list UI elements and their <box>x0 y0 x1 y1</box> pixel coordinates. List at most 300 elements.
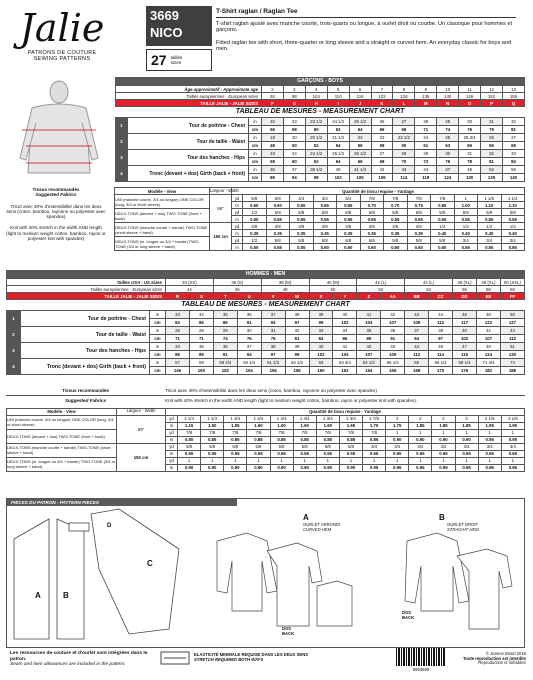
table-cell: 0.55 <box>270 450 293 457</box>
table-cell: 1/2 <box>501 223 525 230</box>
table-cell: DEUX-TONS (manche courte + bande) TWO-TONE (short sleeve + band) <box>7 443 117 457</box>
table-cell: 36 <box>237 311 261 319</box>
table-cell: 0.90 <box>178 464 201 471</box>
table-cell: 109 <box>405 319 429 327</box>
us-cell: 34 (XS) <box>166 279 214 286</box>
table-cell: 44 <box>500 327 524 335</box>
table-cell: 117 <box>453 319 477 327</box>
table-cell: 1.50 <box>201 422 224 429</box>
table-cell: 86 <box>189 319 213 327</box>
table-cell: 188 <box>500 367 524 375</box>
table-cell: 5/8 <box>360 209 384 216</box>
table-cell: 5/8 <box>360 237 384 244</box>
unit-cell: m <box>232 202 243 209</box>
table-cell: 31 <box>459 150 481 158</box>
table-cell: 0.95 <box>409 464 432 471</box>
euro-cell: 60 <box>500 286 524 293</box>
table-cell: UNI (manche courte, 3/4 ou longue) ONE COLOR (long, 3/4 or short sleeve) <box>7 415 117 429</box>
table-cell: 20 1/2 <box>305 134 327 142</box>
table-cell: 1.60 <box>316 422 339 429</box>
table-cell: 0.55 <box>247 450 270 457</box>
table-cell: 5/8 <box>178 443 201 450</box>
table-cell: 1.95 <box>478 422 501 429</box>
us-cell: 36 (S) <box>213 279 261 286</box>
table-cell: 3/4 <box>313 195 337 202</box>
table-cell: 31 <box>481 118 503 126</box>
table-cell: 0.85 <box>224 436 247 443</box>
table-cell: 0.35 <box>407 230 431 237</box>
table-cell: 42 <box>476 327 500 335</box>
age-cell: 8 <box>393 86 415 93</box>
sizes-fr: tailles <box>170 54 183 60</box>
euro-cell: 56 <box>453 286 477 293</box>
table-cell: 59" <box>210 195 232 223</box>
table-cell: 0.95 <box>455 464 478 471</box>
table-cell: Largeur - Width <box>117 408 166 415</box>
table-cell: 5/8 <box>313 237 337 244</box>
euro-cell: 155 <box>502 93 524 100</box>
table-cell: 0.70 <box>360 202 384 209</box>
table-cell: 3/4 <box>409 443 432 450</box>
table-cell: 1 <box>339 457 362 464</box>
unit-cell: yd <box>166 429 178 436</box>
table-cell: 56 <box>262 126 284 134</box>
table-cell: 27 <box>502 134 524 142</box>
table-cell: 3/8 <box>290 223 314 230</box>
table-cell: 1 3/4 <box>224 415 247 422</box>
table-cell: 5/8 <box>501 209 525 216</box>
unit-cell: yd <box>232 223 243 230</box>
table-cell: R <box>166 293 190 300</box>
men-fabric-title-en: Suggested Fabrics <box>64 398 107 404</box>
table-cell: 24 1/2 <box>327 118 349 126</box>
table-cell: 3/4 <box>501 237 525 244</box>
table-cell: 3/8 <box>266 223 290 230</box>
table-cell: 76 <box>237 335 261 343</box>
table-cell: 7/8 <box>407 195 431 202</box>
table-cell: 2 1/8 <box>478 415 501 422</box>
sizes-count: 27 <box>151 52 167 68</box>
table-cell: 7/8 <box>363 429 386 436</box>
footer-note-fr: Les ressources de couture et d'ourlet sont intégrées dans le patron. <box>10 651 148 662</box>
table-cell: 156 <box>261 367 285 375</box>
euro-cell: 104 <box>305 93 327 100</box>
table-cell: 84 <box>502 158 524 166</box>
stretch-guide <box>160 651 380 665</box>
table-cell: 3/4 <box>432 443 455 450</box>
table-cell: 1 <box>478 457 501 464</box>
table-cell: 44 <box>405 343 429 351</box>
boys-euro-label: Tailles européennes - European sizes <box>116 93 262 100</box>
table-cell: 38 <box>261 343 285 351</box>
model-silhouette <box>12 78 107 188</box>
table-cell: 27 <box>393 118 415 126</box>
table-cell: 0.65 <box>290 202 314 209</box>
table-cell: 76 <box>459 126 481 134</box>
table-cell: Z <box>357 293 381 300</box>
stretch-label-en: STRETCH REQUIRED BOTH WAYS <box>194 657 264 662</box>
table-cell: 124 <box>437 174 459 182</box>
piece-b-label: B <box>63 591 69 600</box>
table-cell: 66 <box>349 158 371 166</box>
table-cell: 0.90 <box>293 464 316 471</box>
euro-cell: 152 <box>481 93 503 100</box>
table-cell: 62 <box>327 126 349 134</box>
unit-cell: in <box>249 150 262 158</box>
table-cell: 91 <box>237 319 261 327</box>
table-cell: 1.95 <box>501 422 524 429</box>
men-fabric-title-fr: Tissus recommandés <box>62 388 109 393</box>
table-cell: 3/8 <box>313 223 337 230</box>
table-cell: 5/8 <box>290 209 314 216</box>
pattern-number: 3669 <box>150 8 179 23</box>
table-cell: 158 <box>285 367 309 375</box>
euro-cell: 128 <box>393 93 415 100</box>
table-cell: 2 <box>116 134 128 150</box>
table-cell: 0.60 <box>243 202 267 209</box>
table-cell: 58 <box>262 158 284 166</box>
pattern-code: NICO <box>150 25 183 40</box>
table-cell: 35 <box>357 327 381 335</box>
men-yardage-table <box>6 408 525 472</box>
table-cell: DEUX-TONS (m. longue ou 3/4 + bande) TWO-TONE (3/4 or long sleeve + band) <box>115 237 210 251</box>
copyright: © Jeanne Brisel 2016 <box>485 651 526 656</box>
unit-cell: cm <box>150 351 166 359</box>
euro-cell: 135 <box>415 93 437 100</box>
table-cell: 42 <box>381 311 405 319</box>
table-cell: 1 <box>386 429 409 436</box>
table-cell: 5/8 <box>270 443 293 450</box>
table-cell: 0.55 <box>316 450 339 457</box>
men-size-label: TAILLE JALIE - JALIE SIZES <box>7 293 166 300</box>
table-cell: 46 <box>453 311 477 319</box>
table-cell: 7/8 <box>384 195 408 202</box>
table-cell: 68 <box>371 158 393 166</box>
table-cell: 0.55 <box>339 450 362 457</box>
table-cell: V <box>261 293 285 300</box>
table-cell: 43 <box>405 311 429 319</box>
euro-cell: 122 <box>371 93 393 100</box>
table-cell: Tour de poitrine - Chest <box>128 118 249 134</box>
table-cell: 43 <box>381 343 405 351</box>
table-cell: 1 1/4 <box>201 415 224 422</box>
table-cell: 1 <box>270 457 293 464</box>
table-cell: 0.85 <box>293 436 316 443</box>
table-cell: 0.60 <box>384 244 408 251</box>
table-cell: 58 <box>283 126 305 134</box>
table-cell: 1 <box>224 457 247 464</box>
table-cell: 2 1/8 <box>501 415 524 422</box>
unit-cell: m <box>166 464 178 471</box>
table-cell: 1/2 <box>478 223 502 230</box>
table-cell: 112 <box>429 319 453 327</box>
table-cell: 38 <box>429 327 453 335</box>
table-cell: 5/8 <box>243 195 267 202</box>
table-cell: 0.95 <box>386 464 409 471</box>
table-cell: 2 <box>409 415 432 422</box>
table-cell: 29 <box>437 118 459 126</box>
copyright-en: Reproduction is forbidden <box>478 660 526 666</box>
table-cell: 94 <box>237 351 261 359</box>
table-cell: 0.70 <box>384 202 408 209</box>
table-cell: 5/8 <box>407 237 431 244</box>
table-cell: 40 <box>453 327 477 335</box>
view-b-label: B <box>439 513 445 522</box>
table-cell: 182 <box>476 367 500 375</box>
table-cell: 60 1/4 <box>237 359 261 367</box>
table-cell: 5/8 <box>266 209 290 216</box>
barcode <box>396 648 446 666</box>
boys-size-label: TAILLE JALIE - JALIE SIZES <box>116 100 262 107</box>
us-cell: 46 (XL) <box>453 279 477 286</box>
euro-cell: 52 <box>357 286 405 293</box>
table-cell: 3/4 <box>386 443 409 450</box>
table-cell: 0.90 <box>455 436 478 443</box>
unit-cell: m <box>166 422 178 429</box>
brand-tagline-en: SEWING PATTERNS <box>33 56 91 63</box>
table-cell: Modèle - View <box>115 188 210 195</box>
table-cell: 112 <box>500 335 524 343</box>
table-cell: 0.95 <box>478 436 501 443</box>
back-label-en: BACK <box>282 630 295 636</box>
table-cell: 63 <box>437 142 459 150</box>
table-cell: 35 <box>262 166 284 174</box>
table-cell: 0.85 <box>201 436 224 443</box>
table-cell: 37 <box>237 343 261 351</box>
table-cell: Tour de taille - Waist <box>21 327 150 343</box>
table-cell: 81 <box>285 335 309 343</box>
table-cell: 71 <box>166 335 190 343</box>
table-cell: 50 <box>283 142 305 150</box>
table-cell: Tour de poitrine - Chest <box>21 311 150 327</box>
table-cell: 1/2 <box>243 237 267 244</box>
table-cell: 145 <box>166 367 190 375</box>
table-cell: 0.55 <box>360 216 384 223</box>
table-cell: 42 <box>357 343 381 351</box>
table-cell: 7/8 <box>360 195 384 202</box>
table-cell: 7/8 <box>293 429 316 436</box>
table-cell: CC <box>429 293 453 300</box>
table-cell: 135 <box>481 174 503 182</box>
table-cell: 1 <box>455 429 478 436</box>
pattern-desc-en: Fitted raglan tee with short, three-quarter or long sleeve and a straight or curved hem. An everyday classic for boys and men. <box>216 39 512 53</box>
table-cell: 1.85 <box>432 422 455 429</box>
table-cell: 71 <box>415 126 437 134</box>
men-euro-label: Tailles européennes - European sizes <box>7 286 166 293</box>
table-cell: 5/8 <box>266 195 290 202</box>
table-cell: 65 <box>459 142 481 150</box>
table-cell: 0.35 <box>313 230 337 237</box>
table-cell: 49 <box>459 166 481 174</box>
table-cell: 40 <box>333 311 357 319</box>
table-cell: 154 <box>237 367 261 375</box>
table-cell: 0.35 <box>290 230 314 237</box>
age-cell: 7 <box>371 86 393 93</box>
table-cell: W <box>285 293 309 300</box>
table-cell: 1 <box>409 429 432 436</box>
table-cell: 64 1/2 <box>357 359 381 367</box>
table-cell: 168 <box>405 367 429 375</box>
table-cell: U <box>237 293 261 300</box>
boys-measurement-table <box>115 117 525 182</box>
piece-c-label: C <box>147 559 153 568</box>
table-cell: T <box>213 293 237 300</box>
barcode-number: 5953669 <box>412 667 430 672</box>
table-cell: 0.65 <box>409 450 432 457</box>
table-cell: 37 <box>405 327 429 335</box>
table-cell: 1.15 <box>178 422 201 429</box>
table-cell: 1/2 <box>431 223 455 230</box>
table-cell: 0.95 <box>501 464 524 471</box>
table-cell: 38 1/2 <box>305 166 327 174</box>
table-cell: 70 <box>393 158 415 166</box>
table-cell: Tour de taille - Waist <box>128 134 249 150</box>
table-cell: 1 <box>316 457 339 464</box>
table-cell: 23 <box>262 150 284 158</box>
hem-b-en: STRAIGHT HEM <box>447 526 479 532</box>
table-cell: 3/4 <box>501 443 524 450</box>
boys-title: GARÇONS - BOYS <box>115 77 525 85</box>
table-cell: 64 <box>327 158 349 166</box>
table-cell: 1 <box>7 311 21 327</box>
age-cell: 2 <box>262 86 284 93</box>
table-cell: X <box>309 293 333 300</box>
euro-cell: 140 <box>437 93 459 100</box>
table-cell: 39 <box>309 311 333 319</box>
table-cell: 86 <box>166 351 190 359</box>
table-cell: 124 <box>476 351 500 359</box>
table-cell: AA <box>381 293 405 300</box>
table-cell: 1.60 <box>270 422 293 429</box>
table-cell: 66 <box>481 142 503 150</box>
table-cell: 3 <box>7 343 21 359</box>
table-cell: 34 <box>166 343 190 351</box>
table-cell: 102 <box>333 319 357 327</box>
age-cell: 10 <box>437 86 459 93</box>
table-cell: 5/8 <box>431 237 455 244</box>
table-cell: 1/2 <box>243 209 267 216</box>
table-cell: 0.85 <box>363 436 386 443</box>
table-cell: 38 <box>285 311 309 319</box>
table-cell: 166 <box>381 367 405 375</box>
euro-cell: 116 <box>349 93 371 100</box>
table-cell: 71 3/4 <box>476 359 500 367</box>
table-cell: 1.10 <box>501 202 525 209</box>
euro-cell: 92 <box>262 93 284 100</box>
table-cell: 1 <box>432 429 455 436</box>
table-cell: 1 3/4 <box>270 415 293 422</box>
table-cell: 1.65 <box>339 422 362 429</box>
men-chart-title: TABLEAU DE MESURES - MEASUREMENT CHART <box>181 301 350 308</box>
table-cell: 0.55 <box>178 450 201 457</box>
unit-cell: in <box>249 134 262 142</box>
table-cell: 44 <box>429 311 453 319</box>
table-cell: 5/8 <box>293 443 316 450</box>
table-cell: 0.95 <box>432 464 455 471</box>
men-us-label: Tailles USA - US Sizes <box>7 279 166 286</box>
table-cell: 30 <box>437 150 459 158</box>
table-cell: EE <box>476 293 500 300</box>
table-cell: 3 <box>116 150 128 166</box>
table-cell: 76 <box>437 158 459 166</box>
table-cell: 55 <box>502 166 524 174</box>
table-cell: 1 3/4 <box>293 415 316 422</box>
table-cell: 74 <box>500 359 524 367</box>
table-cell: 97 <box>261 351 285 359</box>
table-cell: 74 <box>213 335 237 343</box>
table-cell: 3/4 <box>478 237 502 244</box>
table-cell: 4 <box>7 359 21 375</box>
table-cell: 0.55 <box>478 216 502 223</box>
table-cell: 0.40 <box>454 230 478 237</box>
euro-cell: 44 <box>166 286 214 293</box>
table-cell: 176 <box>453 367 477 375</box>
age-cell: 13 <box>502 86 524 93</box>
table-cell: 79 <box>261 335 285 343</box>
table-cell: 59 <box>189 359 213 367</box>
table-cell: 140 <box>502 174 524 182</box>
table-cell: 48 <box>476 311 500 319</box>
table-cell: 102 <box>327 174 349 182</box>
table-cell: 40 <box>327 166 349 174</box>
table-cell: 52 <box>305 142 327 150</box>
table-cell: 0.65 <box>386 450 409 457</box>
table-cell: 3/4 <box>290 195 314 202</box>
table-cell: 1 <box>432 457 455 464</box>
back-label-fr-2: DOS <box>402 610 412 615</box>
table-cell: 1.85 <box>409 422 432 429</box>
unit-cell: yd <box>166 457 178 464</box>
table-cell: 86 <box>333 335 357 343</box>
table-cell: 104 <box>357 319 381 327</box>
table-cell: 1.00 <box>454 202 478 209</box>
table-cell: 94 <box>261 319 285 327</box>
table-cell: 32 <box>285 327 309 335</box>
unit-cell: in <box>150 359 166 367</box>
us-cell: 50 (XXL) <box>500 279 524 286</box>
table-cell: 23 <box>283 118 305 126</box>
pattern-pieces-panel <box>6 498 525 648</box>
us-cell: 48 (XL) <box>476 279 500 286</box>
age-cell: 6 <box>349 86 371 93</box>
table-cell: 0.65 <box>478 244 502 251</box>
table-cell: 73 <box>415 158 437 166</box>
table-cell: 69 <box>393 126 415 134</box>
table-cell: 0.60 <box>431 244 455 251</box>
table-cell: 7/8 <box>270 429 293 436</box>
table-cell: 0.55 <box>266 244 290 251</box>
table-cell: 24 <box>283 150 305 158</box>
table-cell: 0.55 <box>290 216 314 223</box>
table-cell: 1 <box>386 457 409 464</box>
table-cell: 91 <box>213 351 237 359</box>
men-measurement-table <box>6 310 525 375</box>
unit-cell: in <box>150 327 166 335</box>
men-fabric-section <box>6 386 525 472</box>
table-cell: 164 <box>357 367 381 375</box>
table-cell: DEUX-TONS (m. longue ou 3/4 + bande) TWO-TONE (3/4 or long sleeve + band) <box>7 459 116 470</box>
table-cell: 21 1/2 <box>327 134 349 142</box>
table-cell: 39 <box>285 343 309 351</box>
table-cell: 0.90 <box>224 464 247 471</box>
table-cell: 47 <box>437 166 459 174</box>
stretch-arrows-icon <box>160 651 190 665</box>
age-cell: 11 <box>459 86 481 93</box>
table-cell: 27 <box>371 150 393 158</box>
table-cell: 0.50 <box>243 244 267 251</box>
boys-fabric-fr: Tricot avec 40% d'extensibilité dans les deux sens (coton, bambou, rayonne ou polyester avec spandex) <box>6 203 106 220</box>
table-cell: 61 <box>415 142 437 150</box>
